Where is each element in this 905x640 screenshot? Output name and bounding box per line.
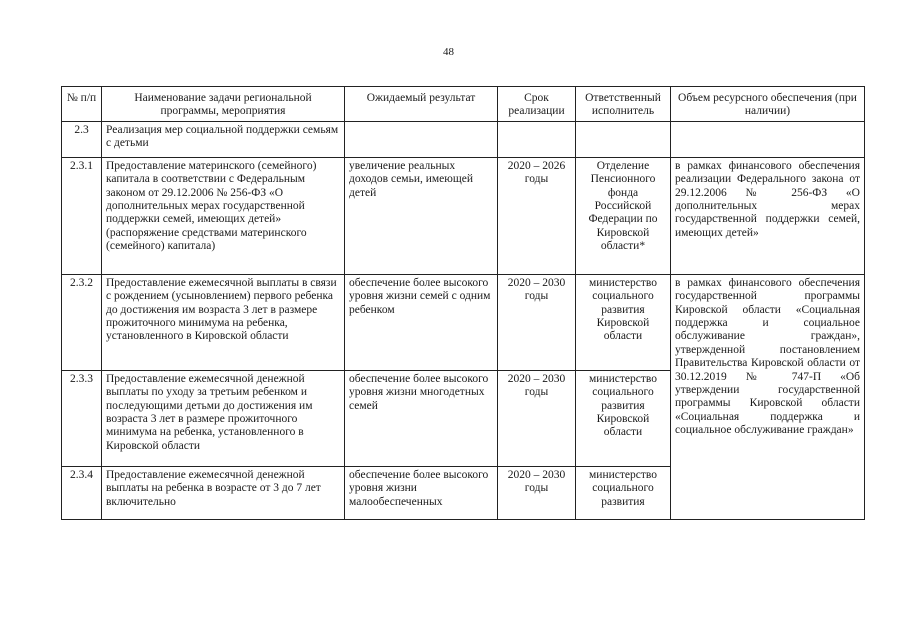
- cell-period: 2020 – 2030 годы: [498, 370, 576, 466]
- cell-num: 2.3.1: [62, 157, 102, 274]
- page-number: 48: [443, 46, 454, 58]
- table-row: [62, 157, 865, 274]
- header-name: Наименование задачи региональной программы, мероприятия: [102, 87, 345, 122]
- header-executor: Ответственный исполнитель: [576, 87, 671, 122]
- cell-result: обеспечение более высокого уровня жизни малообеспеченных: [345, 466, 498, 519]
- table-row: [62, 274, 865, 370]
- cell-result: [345, 121, 498, 157]
- cell-executor: [576, 121, 671, 157]
- cell-result: обеспечение более высокого уровня жизни семей с одним ребенком: [345, 274, 498, 370]
- cell-name: Предоставление ежемесячной денежной выплаты на ребенка в возрасте от 3 до 7 лет включительно: [102, 466, 345, 519]
- cell-name: Предоставление ежемесячной выплаты в связи с рождением (усыновлением) первого ребенка до достижения им возраста 3 лет в размере прожиточного минимума на ребенка, установленного в Кировской области: [102, 274, 345, 370]
- cell-name: Предоставление материнского (семейного) капитала в соответствии с Федеральным законом от 29.12.2006 № 256-ФЗ «О дополнительных мерах государственной поддержки семей, имеющих детей» (распоряжение средствами материнского (семейного) капитала): [102, 157, 345, 274]
- cell-period: 2020 – 2030 годы: [498, 274, 576, 370]
- header-resources: Объем ресурсного обеспечения (при наличии): [671, 87, 865, 122]
- cell-result: обеспечение более высокого уровня жизни многодетных семей: [345, 370, 498, 466]
- header-num: № п/п: [62, 87, 102, 122]
- cell-resources: [671, 121, 865, 157]
- cell-num: 2.3.3: [62, 370, 102, 466]
- cell-result: увеличение реальных доходов семьи, имеющей детей: [345, 157, 498, 274]
- header-result: Ожидаемый результат: [345, 87, 498, 122]
- cell-executor: министерство социального развития Кировской области: [576, 370, 671, 466]
- cell-num: 2.3.4: [62, 466, 102, 519]
- measures-table: [61, 86, 865, 520]
- cell-executor: министерство социального развития: [576, 466, 671, 519]
- cell-executor: министерство социального развития Кировской области: [576, 274, 671, 370]
- table-header-row: [62, 87, 865, 122]
- cell-num: 2.3.2: [62, 274, 102, 370]
- table-row: [62, 121, 865, 157]
- cell-name: Предоставление ежемесячной денежной выплаты по уходу за третьим ребенком и последующими детьми до достижения им возраста 3 лет в размере прожиточного минимума на ребенка, установленного в Кировской области: [102, 370, 345, 466]
- cell-period: 2020 – 2030 годы: [498, 466, 576, 519]
- header-period: Срок реализации: [498, 87, 576, 122]
- cell-name: Реализация мер социальной поддержки семьям с детьми: [102, 121, 345, 157]
- cell-period: [498, 121, 576, 157]
- cell-period: 2020 – 2026 годы: [498, 157, 576, 274]
- cell-num: 2.3: [62, 121, 102, 157]
- cell-resources: в рамках финансового обеспечения реализации Федерального закона от 29.12.2006 № 256-ФЗ «О дополнительных мерах государственной поддержки семей, имеющих детей»: [671, 157, 865, 274]
- cell-executor: Отделение Пенсионного фонда Российской Федерации по Кировской области*: [576, 157, 671, 274]
- cell-resources-merged: в рамках финансового обеспечения государственной программы Кировской области «Социальная поддержка и социальное обслуживание граждан», утвержденной постановлением Правительства Кировской области от 30.12.2019 № 747-П «Об утверждении государственной программы Кировской области «Социальная поддержка и социальное обслуживание граждан»: [671, 274, 865, 519]
